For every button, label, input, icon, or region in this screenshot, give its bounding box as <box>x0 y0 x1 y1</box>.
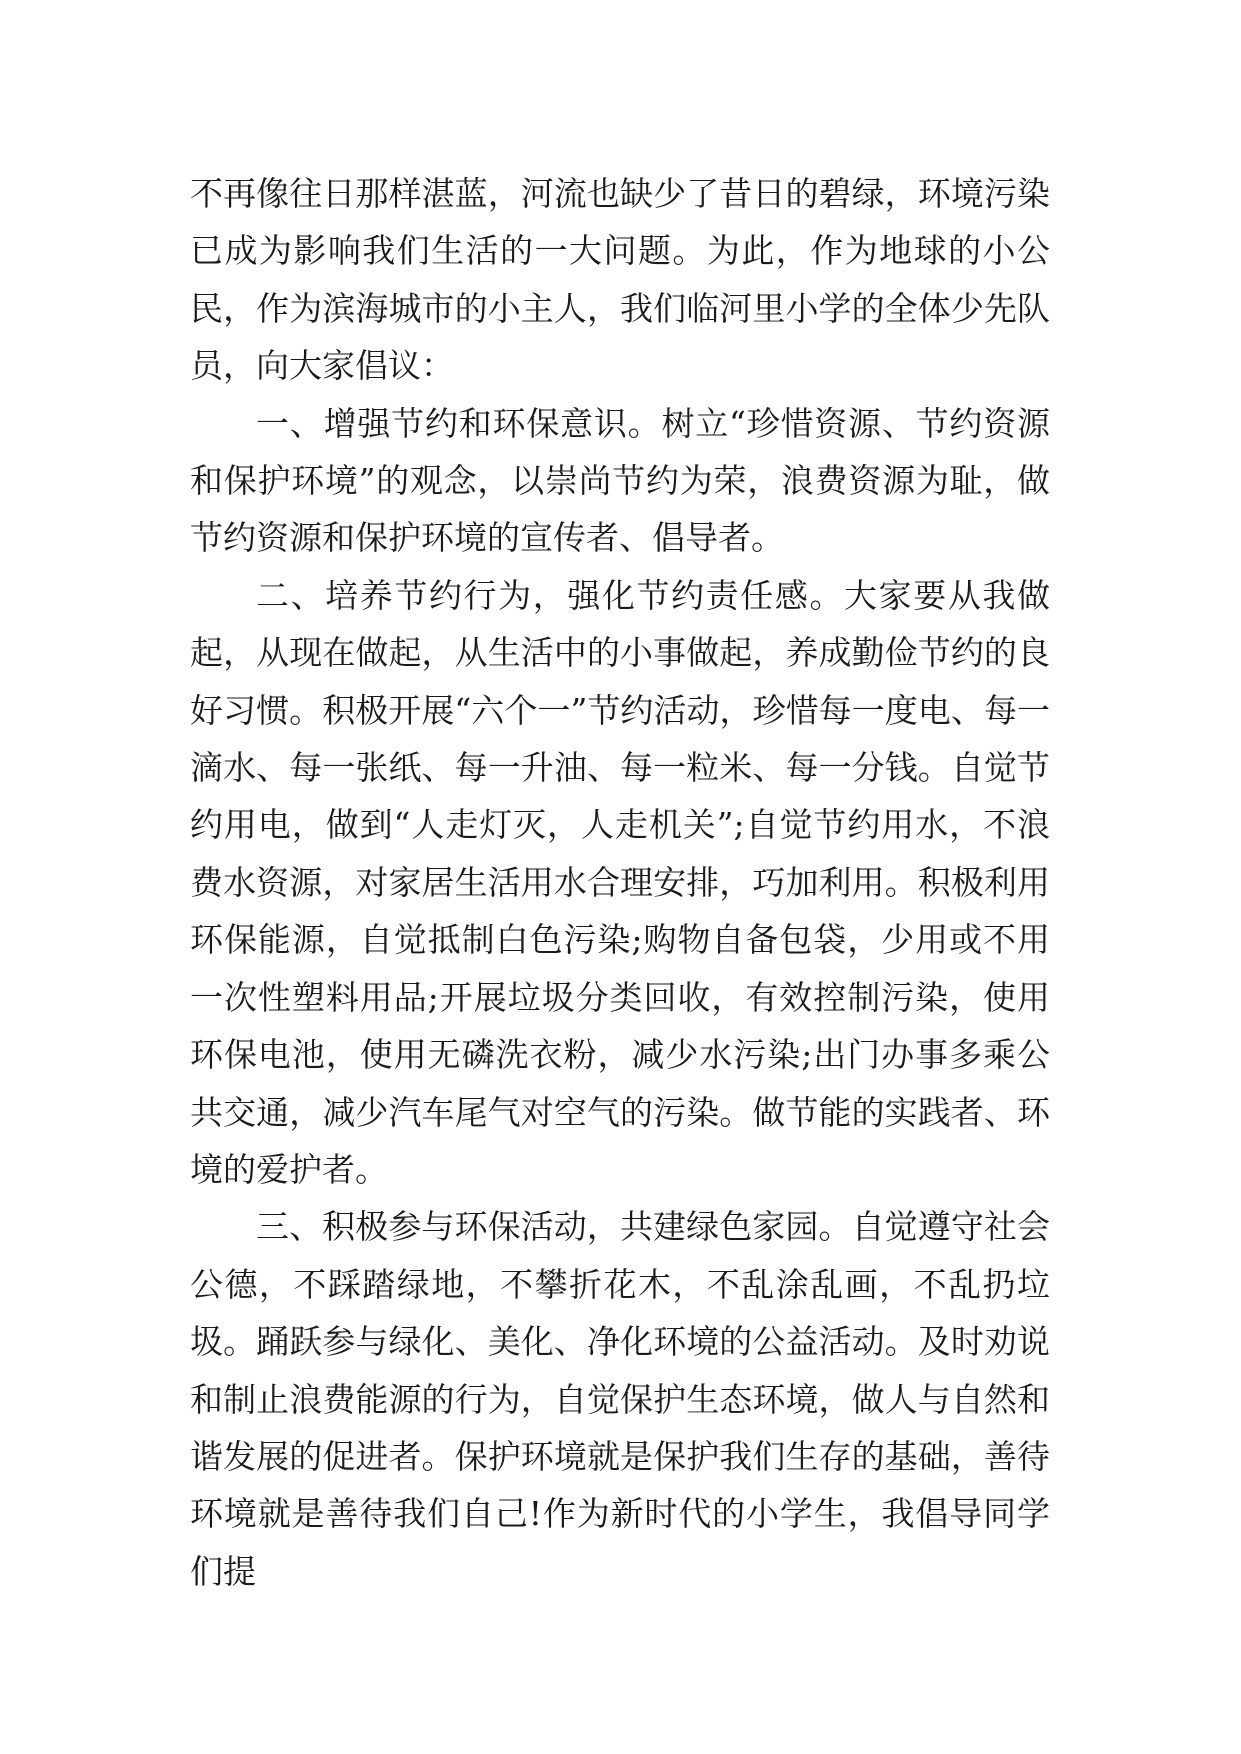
paragraph-item-two: 二、培养节约行为，强化节约责任感。大家要从我做起，从现在做起，从生活中的小事做起，养成勤俭节约的良好习惯。积极开展“六个一”节约活动，珍惜每一度电、每一滴水、每一张纸、每一升油、每一粒米、每一分钱。自觉节约用电，做到“人走灯灭，人走机关”;自觉节约用水，不浪费水资源，对家居生活用水合理安排，巧加利用。积极利用环保能源，自觉抵制白色污染;购物自备包袋，少用或不用一次性塑料用品;开展垃圾分类回收，有效控制污染，使用环保电池，使用无磷洗衣粉，减少水污染;出门办事多乘公共交通，减少汽车尾气对空气的污染。做节能的实践者、环境的爱护者。 <box>190 575 1050 1189</box>
paragraph-intro: 不再像往日那样湛蓝，河流也缺少了昔日的碧绿，环境污染已成为影响我们生活的一大问题。为此，作为地球的小公民，作为滨海城市的小主人，我们临河里小学的全体少先队员，向大家倡议： <box>190 174 1050 386</box>
paragraph-item-three: 三、积极参与环保活动，共建绿色家园。自觉遵守社会公德，不踩踏绿地，不攀折花木，不乱涂乱画，不乱扔垃圾。踊跃参与绿化、美化、净化环境的公益活动。及时劝说和制止浪费能源的行为，自觉保护生态环境，做人与自然和谐发展的促进者。保护环境就是保护我们生存的基础，善待环境就是善待我们自己!作为新时代的小学生，我倡导同学们提 <box>190 1207 1050 1591</box>
paragraph-item-one: 一、增强节约和环保意识。树立“珍惜资源、节约资源和保护环境”的观念，以崇尚节约为荣，浪费资源为耻，做节约资源和保护环境的宣传者、倡导者。 <box>190 403 1050 558</box>
document-body <box>190 165 1050 1600</box>
